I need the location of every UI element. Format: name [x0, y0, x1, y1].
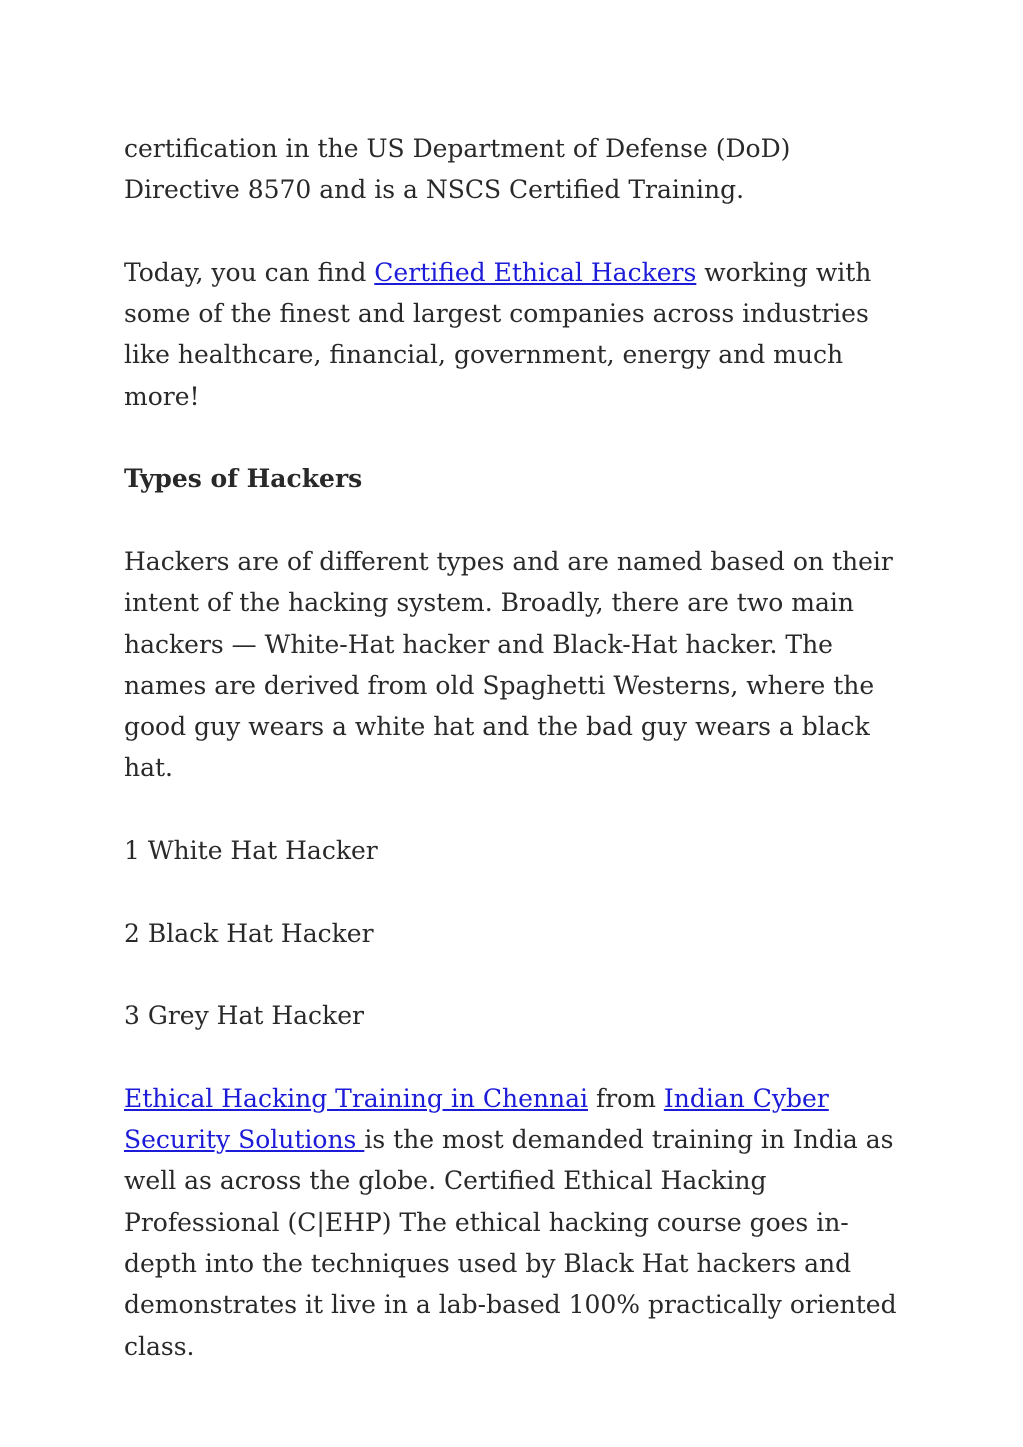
paragraph-text-after-link: working with some of the finest and largest companies across industries like healthcare, financial, government, energy and much more! [124, 257, 872, 411]
hacker-type-item-1: 1 White Hat Hacker [124, 836, 378, 866]
paragraph-text-after-links: is the most demanded training in India as well as across the globe. Certified Ethical Hacking Professional (C|EHP) The ethical hacking course goes in-depth into the techniques used by Black Hat hackers and demonstrates it live in a lab-based 100% practically oriented class. [124, 1125, 897, 1361]
types-of-hackers-heading: Types of Hackers [124, 464, 363, 494]
hacker-type-item-3: 3 Grey Hat Hacker [124, 1001, 364, 1031]
hacker-types-intro-paragraph: Hackers are of different types and are named based on their intent of the hacking system. Broadly, there are two main hackers — White-Hat hacker and Black-Hat hacker. The names are derived from old Spaghetti Westerns, where the good guy wears a white hat and the bad guy wears a black hat. [124, 546, 893, 783]
training-paragraph [124, 1078, 904, 1367]
certified-hackers-paragraph [124, 252, 904, 417]
indian-cyber-security-solutions-link[interactable]: Indian Cyber Security Solutions [124, 1083, 829, 1155]
ethical-hacking-training-chennai-link[interactable]: Ethical Hacking Training in Chennai [124, 1083, 588, 1113]
certified-ethical-hackers-link[interactable]: Certified Ethical Hackers [374, 257, 697, 287]
hacker-type-item-2: 2 Black Hat Hacker [124, 918, 374, 948]
paragraph-text-from: from [588, 1083, 664, 1113]
certification-paragraph: certification in the US Department of Defense (DoD) Directive 8570 and is a NSCS Certified Training. [124, 134, 791, 205]
document-page [124, 128, 904, 1408]
paragraph-text-before-link: Today, you can find [124, 257, 375, 287]
